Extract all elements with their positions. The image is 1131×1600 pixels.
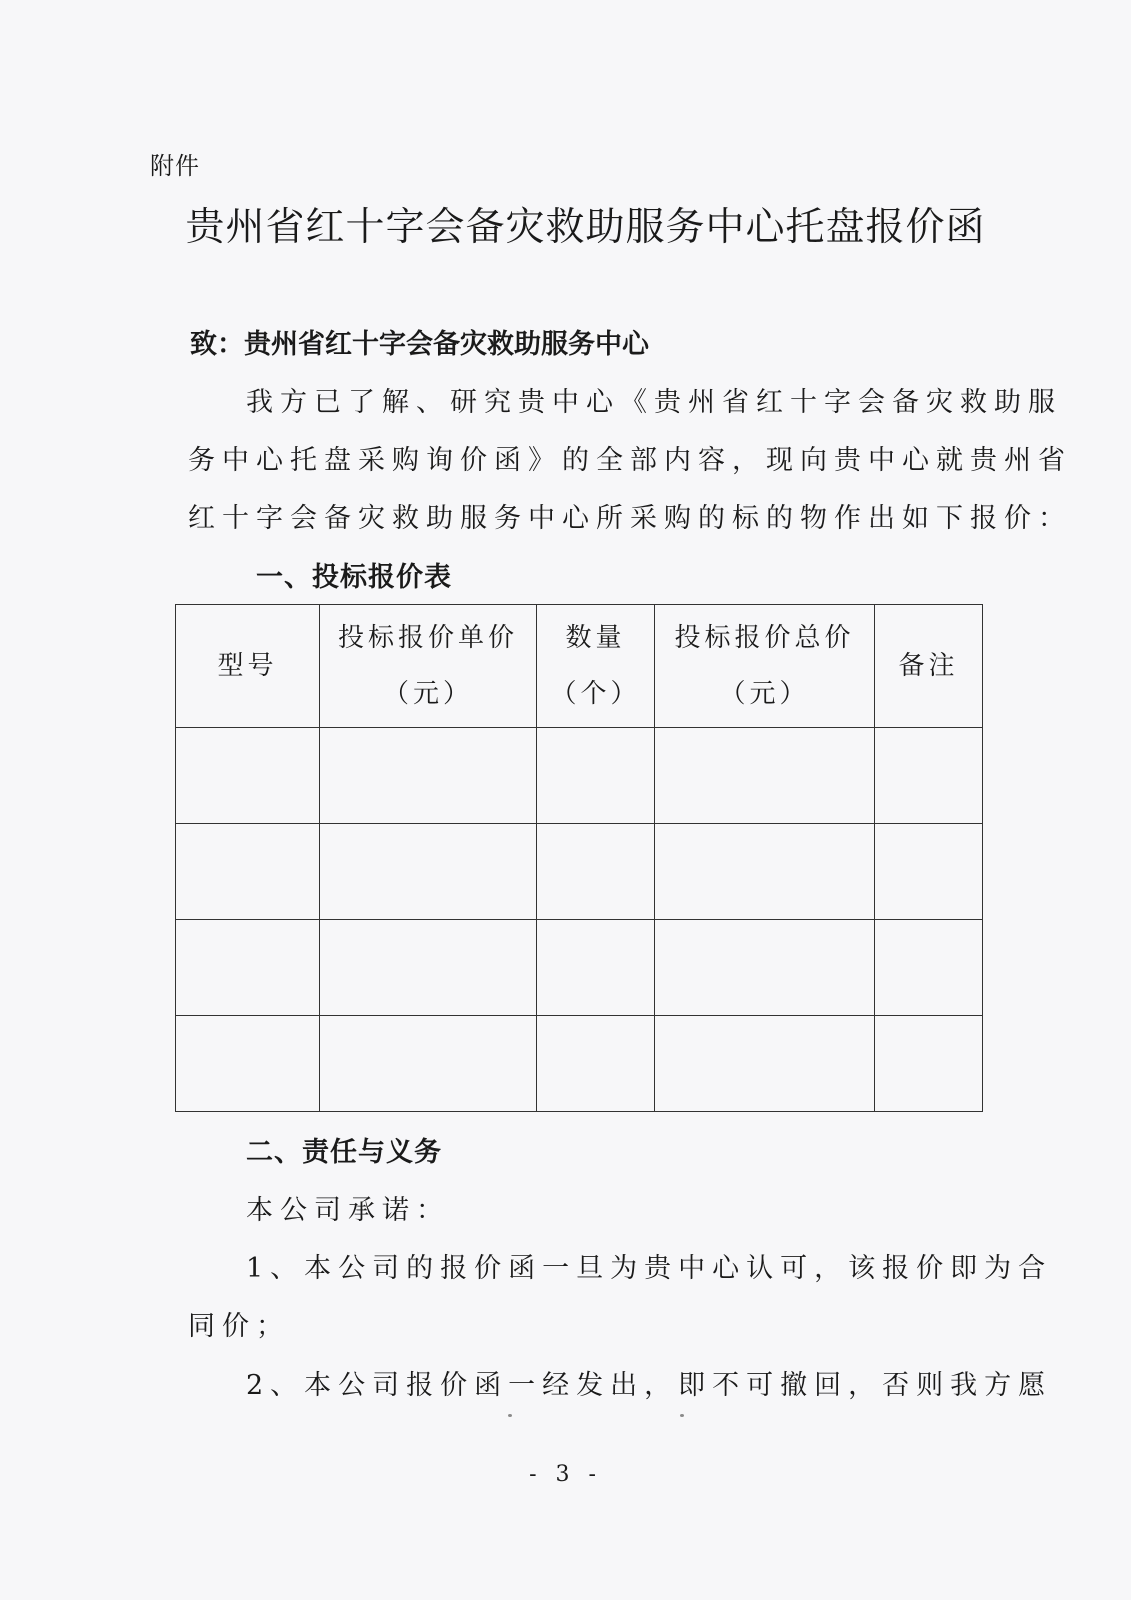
table-cell	[875, 728, 983, 824]
table-row	[176, 1016, 983, 1112]
scan-speck	[508, 1414, 512, 1417]
table-header-row	[176, 605, 983, 728]
table-cell	[176, 920, 320, 1016]
header-remarks-label: 备注	[898, 651, 959, 681]
commitment-line-1: 1、本公司的报价函一旦为贵中心认可，该报价即为合	[246, 1253, 1053, 1284]
table-cell	[655, 1016, 875, 1112]
table-cell	[875, 1016, 983, 1112]
intro-line-3: 红十字会备灾救助服务中心所采购的标的物作出如下报价：	[188, 503, 1072, 534]
header-unit-price	[320, 605, 537, 728]
section-1-heading: 一、投标报价表	[256, 562, 452, 593]
table-cell	[537, 1016, 655, 1112]
intro-line-1: 我方已了解、研究贵中心《贵州省红十字会备灾救助服	[246, 387, 1062, 418]
header-remarks	[875, 605, 983, 728]
table-cell	[875, 824, 983, 920]
table-cell	[176, 728, 320, 824]
table-cell	[176, 1016, 320, 1112]
page-number: - 3 -	[529, 1462, 602, 1487]
commitment-line-3: 2、本公司报价函一经发出，即不可撤回，否则我方愿	[246, 1370, 1053, 1401]
table-cell	[655, 728, 875, 824]
annex-label: 附件	[150, 152, 200, 180]
table-cell	[537, 728, 655, 824]
table-row	[176, 920, 983, 1016]
header-unit-price-label: 投标报价单价	[337, 623, 518, 653]
header-model-label: 型号	[217, 651, 278, 681]
header-total-price-label: 投标报价总价	[674, 623, 855, 653]
table-cell	[655, 920, 875, 1016]
table-cell	[320, 920, 537, 1016]
table-cell	[537, 824, 655, 920]
table-row	[176, 728, 983, 824]
table-cell	[537, 920, 655, 1016]
commitment-intro: 本公司承诺：	[246, 1195, 450, 1226]
table-cell	[320, 728, 537, 824]
quote-table	[175, 604, 983, 1112]
header-quantity-unit: （个）	[550, 679, 641, 709]
table-cell	[176, 824, 320, 920]
header-quantity	[537, 605, 655, 728]
header-quantity-label: 数量	[565, 623, 626, 653]
table-cell	[320, 824, 537, 920]
section-2-heading: 二、责任与义务	[246, 1137, 442, 1168]
commitment-line-2: 同价；	[188, 1311, 290, 1342]
recipient-line: 致：贵州省红十字会备灾救助服务中心	[190, 329, 649, 360]
table-cell	[875, 920, 983, 1016]
header-unit-price-unit: （元）	[382, 679, 473, 709]
header-model	[176, 605, 320, 728]
table-cell	[655, 824, 875, 920]
table-row	[176, 824, 983, 920]
scan-speck	[680, 1414, 684, 1417]
table-cell	[320, 1016, 537, 1112]
header-total-price	[655, 605, 875, 728]
document-title: 贵州省红十字会备灾救助服务中心托盘报价函	[185, 205, 986, 250]
intro-line-2: 务中心托盘采购询价函》的全部内容，现向贵中心就贵州省	[188, 445, 1072, 476]
header-total-price-unit: （元）	[719, 679, 810, 709]
